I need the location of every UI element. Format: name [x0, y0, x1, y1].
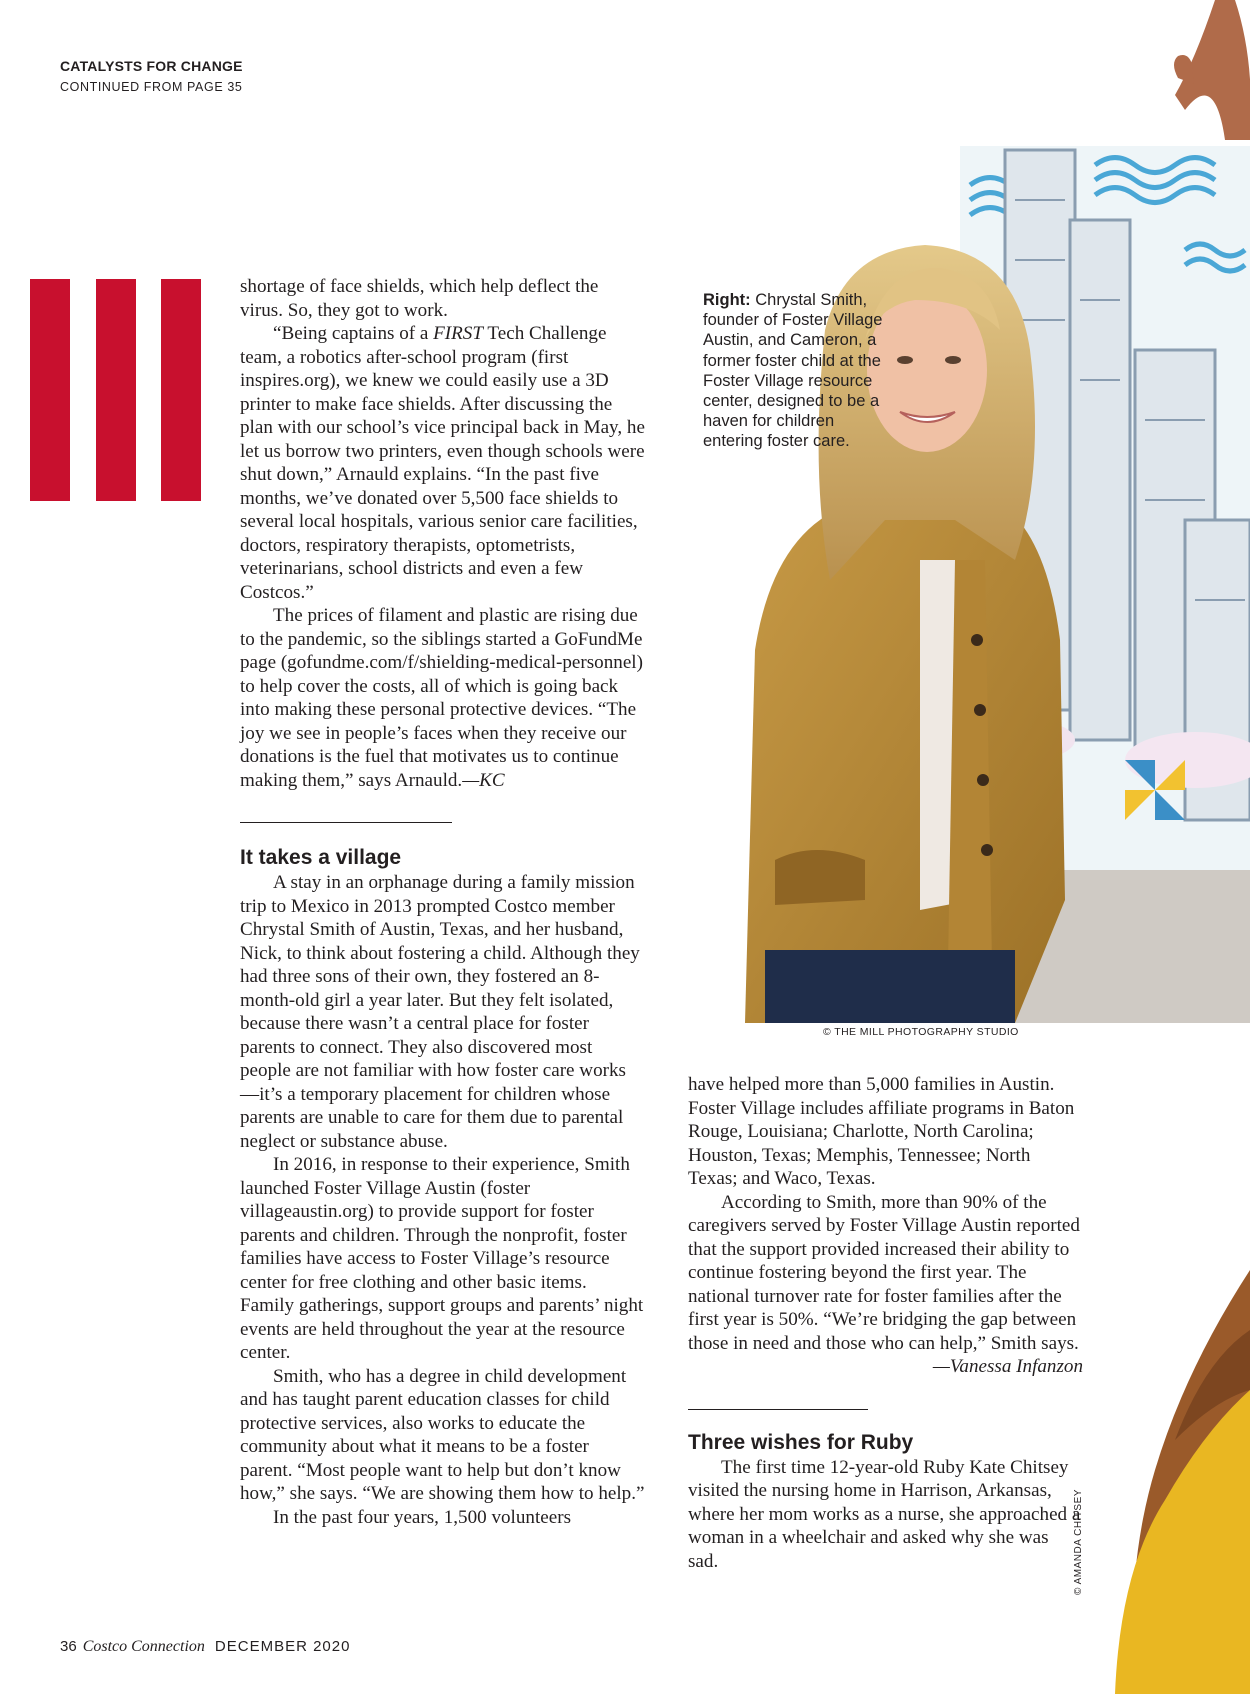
issue-date: DECEMBER 2020 — [214, 1638, 351, 1655]
body-paragraph: have helped more than 5,000 families in Austin. Foster Village includes affiliate programs in Baton Rouge, Louisiana; Charlotte, North Carolina; Houston, Texas; Memphis, Tennessee; North Texas; and Waco, Texas. — [688, 1074, 1075, 1189]
body-paragraph: shortage of face shields, which help deflect the virus. So, they got to work. — [240, 276, 599, 321]
article-column-right — [688, 1073, 1083, 1573]
body-paragraph: A stay in an orphanage during a family mission trip to Mexico in 2013 prompted Costco member Chrystal Smith of Austin, Texas, and her husband, Nick, to think about fostering a child. Although they had three sons of their own, they fostered an 8-month-old girl a year later. But they felt isolated, because there wasn’t a central place for foster parents to connect. They also discovered most people are not familiar with how foster care works—it’s a temporary placement for children whose parents are unable to care for them due to parental neglect or substance abuse. — [240, 872, 640, 1152]
feature-photo — [715, 0, 1250, 1023]
text-span: Tech Challenge team, a robotics after-school program (first inspires.org), we knew we could easily use a 3D printer to make face shields. After discussing the plan with our school’s vice principal back in May, he let us borrow two printers, even though schools were shut down,” Arnauld explains. “In the past five months, we’ve donated over 5,500 face shields to several local hospitals, various senior care facilities, doctors, respiratory therapists, optometrists, veterinarians, school districts and even a few Costcos.” — [240, 323, 645, 603]
caption-text: Chrystal Smith, founder of Foster Village Austin, and Cameron, a former foster child at the Foster Village resource center, designed to be a haven for children entering foster care. — [703, 291, 883, 451]
text-span: The prices of filament and plastic are rising due to the pandemic, so the siblings started a GoFundMe page (gofundme.com/f/shielding-medical-personnel) to help cover the costs, all of which is going back into making these personal protective devices. “The joy we see in people’s faces when they receive our donations is the fuel that motivates us to continue making them,” says Arnauld. — [240, 605, 643, 791]
ruby-photo — [1095, 1270, 1250, 1694]
decorative-red-bar — [161, 279, 201, 501]
page-number: 36 — [60, 1638, 77, 1655]
body-paragraph: According to Smith, more than 90% of the caregivers served by Foster Village Austin reported that the support provided increased their ability to continue fostering beyond the first year. The national turnover rate for foster families after the first year is 50%. “We’re bridging the gap between those in need and those who can help,” Smith says. — [688, 1191, 1080, 1354]
body-paragraph: In the past four years, 1,500 volunteers — [273, 1506, 571, 1528]
decorative-red-bar — [30, 279, 70, 501]
author-initials: —KC — [462, 769, 505, 791]
body-paragraph: The first time 12-year-old Ruby Kate Chitsey visited the nursing home in Harrison, Arkansas, where her mom works as a nurse, she approached a woman in a wheelchair and asked why she was sad. — [688, 1456, 1081, 1572]
section-divider — [688, 1409, 868, 1410]
body-paragraph — [240, 322, 645, 604]
ruby-photo-credit: © AMANDA CHITSEY — [1073, 1489, 1084, 1595]
body-paragraph — [240, 604, 645, 792]
section-kicker: CATALYSTS FOR CHANGE — [60, 58, 243, 74]
subhead-village: It takes a village — [240, 846, 402, 869]
page-footer — [60, 1638, 350, 1656]
article-column-left — [240, 275, 645, 1529]
section-divider — [240, 822, 452, 823]
photo-caption — [703, 290, 888, 452]
magazine-name: Costco Connection — [82, 1638, 205, 1655]
body-paragraph: In 2016, in response to their experience, Smith launched Foster Village Austin (foster villageaustin.org) to provide support for foster parents and children. Through the nonprofit, foster families have access to Foster Village’s resource center for free clothing and other basic items. Family gatherings, support groups and parents’ night events are held throughout the year at the resource center. — [240, 1154, 644, 1363]
decorative-red-bar — [96, 279, 136, 501]
caption-lead: Right: — [703, 291, 751, 309]
continued-from-label: CONTINUED FROM PAGE 35 — [60, 80, 243, 94]
photo-credit: © THE MILL PHOTOGRAPHY STUDIO — [823, 1026, 1019, 1038]
text-span: “Being captains of a — [273, 323, 434, 344]
subhead-ruby: Three wishes for Ruby — [688, 1430, 914, 1454]
author-signoff: —Vanessa Infanzon — [932, 1356, 1083, 1377]
emphasis-text: FIRST — [433, 323, 483, 344]
body-paragraph: Smith, who has a degree in child development and has taught parent education classes for child protective services, also works to educate the community about what it means to be a foster parent. “Most people want to help but don’t know how,” she says. “We are showing them how to help.” — [240, 1365, 645, 1504]
